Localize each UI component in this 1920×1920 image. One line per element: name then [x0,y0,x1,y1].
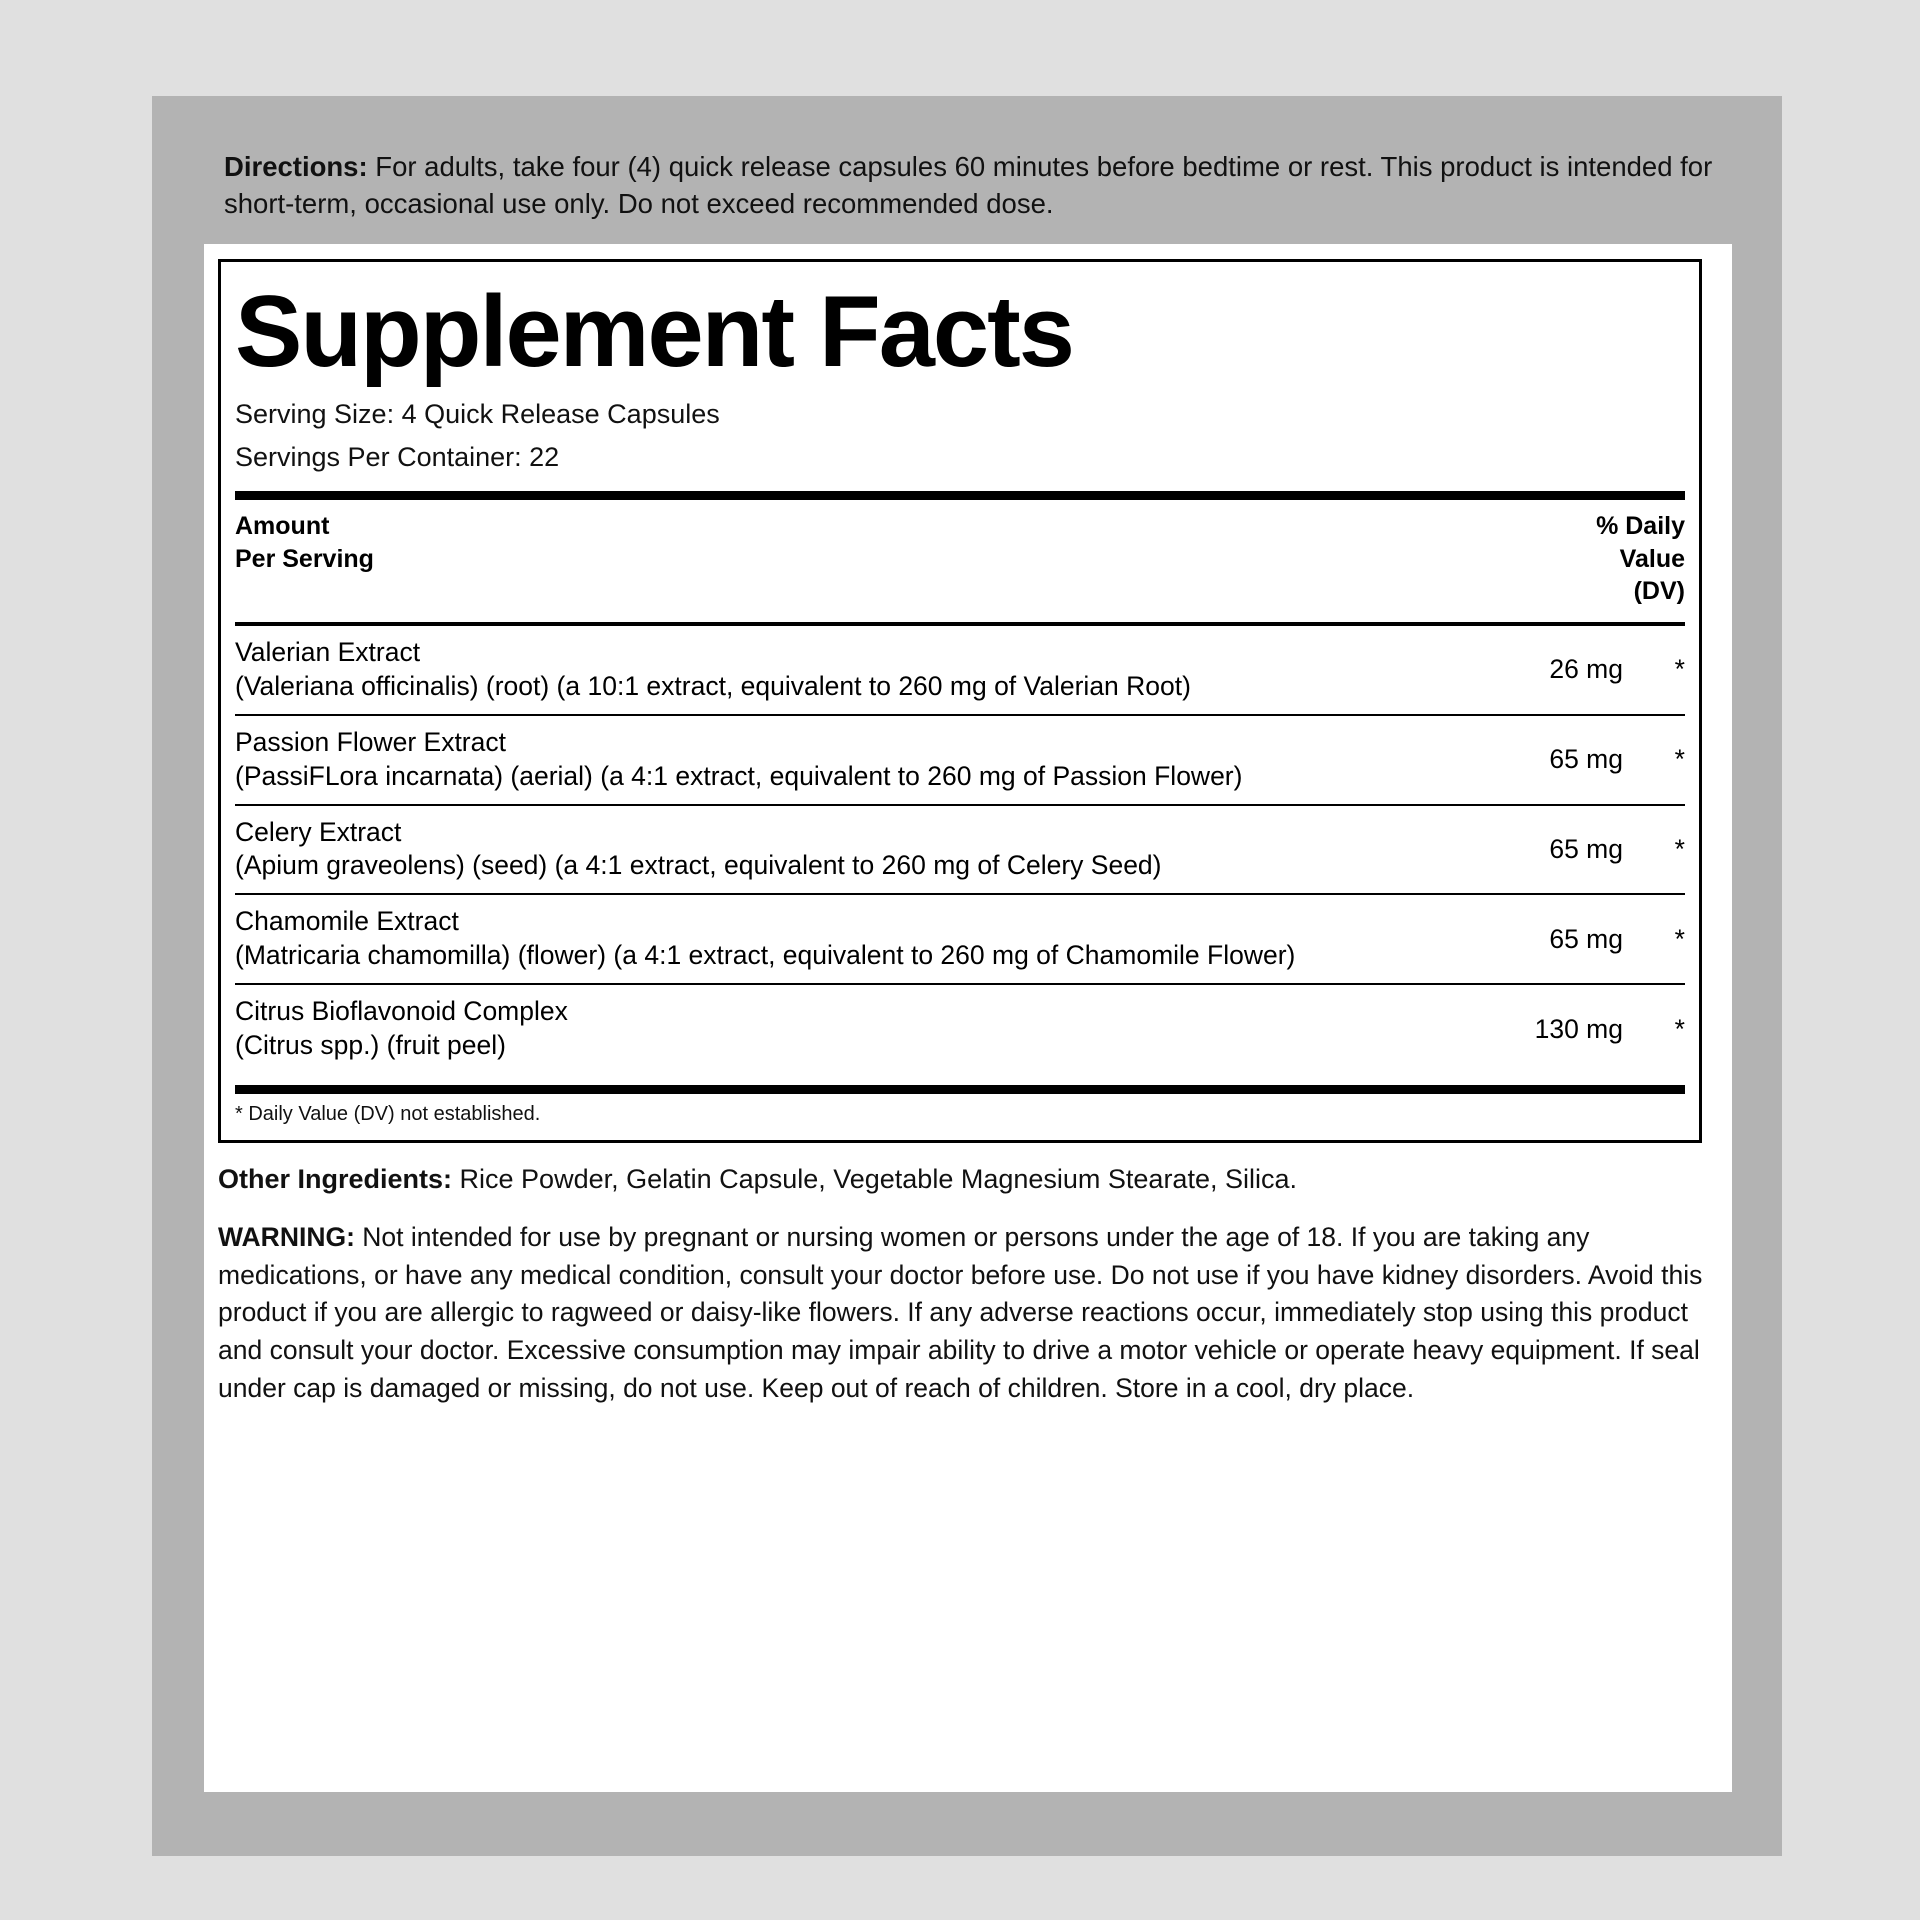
ingredient-title: Chamomile Extract [235,906,459,937]
ingredient-detail: (PassiFLora incarnata) (aerial) (a 4:1 extract, equivalent to 260 mg of Passion Flower) [235,760,1243,791]
warning-label: WARNING: [218,1222,355,1252]
amount-header-line2: Per Serving [235,544,374,573]
ingredient-title: Celery Extract [235,816,402,847]
daily-value-footnote: * Daily Value (DV) not established. [235,1103,541,1126]
servings-per-container: Servings Per Container: 22 [235,442,560,473]
table-header [235,500,1685,622]
ingredient-title: Citrus Bioflavonoid Complex [235,996,568,1027]
amount-header-line1: Amount [235,512,330,541]
ingredient-name [235,636,1473,704]
table-row [235,806,1685,894]
divider-thick-top [235,491,1685,500]
directions-text: For adults, take four (4) quick release capsules 60 minutes before bedtime or rest. This product is intended for short-term, occasional use only. Do not exceed recommended dose. [224,151,1713,220]
other-ingredients-paragraph [218,1161,1698,1197]
label-panel [152,96,1782,1856]
ingredient-dv: * [1674,923,1685,954]
ingredient-detail: (Valeriana officinalis) (root) (a 10:1 extract, equivalent to 260 mg of Valerian Root) [235,670,1191,701]
dv-header-line2: Value [1619,544,1685,573]
ingredient-dv: * [1674,654,1685,685]
amount-per-serving-header [235,510,374,575]
supplement-facts-card [204,244,1732,1792]
ingredient-detail: (Apium graveolens) (seed) (a 4:1 extract, equivalent to 260 mg of Celery Seed) [235,850,1162,881]
table-row [235,985,1685,1073]
table-row [235,626,1685,714]
table-row [235,716,1685,804]
ingredient-detail: (Citrus spp.) (fruit peel) [235,1030,506,1061]
serving-size: Serving Size: 4 Quick Release Capsules [235,399,720,430]
ingredient-amount: 130 mg [1534,1013,1623,1044]
dv-header-line3: (DV) [1633,577,1685,606]
ingredient-name [235,905,1473,973]
ingredient-name [235,816,1473,884]
ingredient-dv: * [1674,833,1685,864]
supplement-facts-title: Supplement Facts [235,276,1073,388]
directions-label: Directions: [224,151,368,182]
ingredient-name [235,726,1473,794]
ingredient-title: Passion Flower Extract [235,726,506,757]
supplement-facts-box [218,259,1702,1143]
ingredient-detail: (Matricaria chamomilla) (flower) (a 4:1 extract, equivalent to 260 mg of Chamomile Flower) [235,940,1296,971]
ingredient-dv: * [1674,744,1685,775]
other-ingredients-label: Other Ingredients: [218,1164,453,1194]
ingredient-dv: * [1674,1013,1685,1044]
ingredient-amount: 65 mg [1549,833,1623,864]
ingredient-amount: 26 mg [1549,654,1623,685]
other-ingredients-text: Rice Powder, Gelatin Capsule, Vegetable Magnesium Stearate, Silica. [452,1164,1297,1194]
warning-paragraph [218,1219,1708,1407]
directions-paragraph [224,148,1719,222]
warning-text: Not intended for use by pregnant or nursing women or persons under the age of 18. If you are taking any medications, or have any medical condition, consult your doctor before use. Do not use if you have kidney disorders. Avoid this product if you are allergic to ragweed or daisy-like flowers. If any adverse reactions occur, immediately stop using this product and consult your doctor. Excessive consumption may impair ability to drive a motor vehicle or operate heavy equipment. If seal under cap is damaged or missing, do not use. Keep out of reach of children. Store in a cool, dry place. [218,1222,1703,1403]
table-row [235,895,1685,983]
divider-thick-bottom [235,1085,1685,1094]
ingredient-name [235,995,1473,1063]
daily-value-header [1596,510,1685,608]
ingredient-amount: 65 mg [1549,744,1623,775]
ingredient-amount: 65 mg [1549,923,1623,954]
ingredient-title: Valerian Extract [235,636,421,667]
dv-header-line1: % Daily [1596,512,1685,541]
